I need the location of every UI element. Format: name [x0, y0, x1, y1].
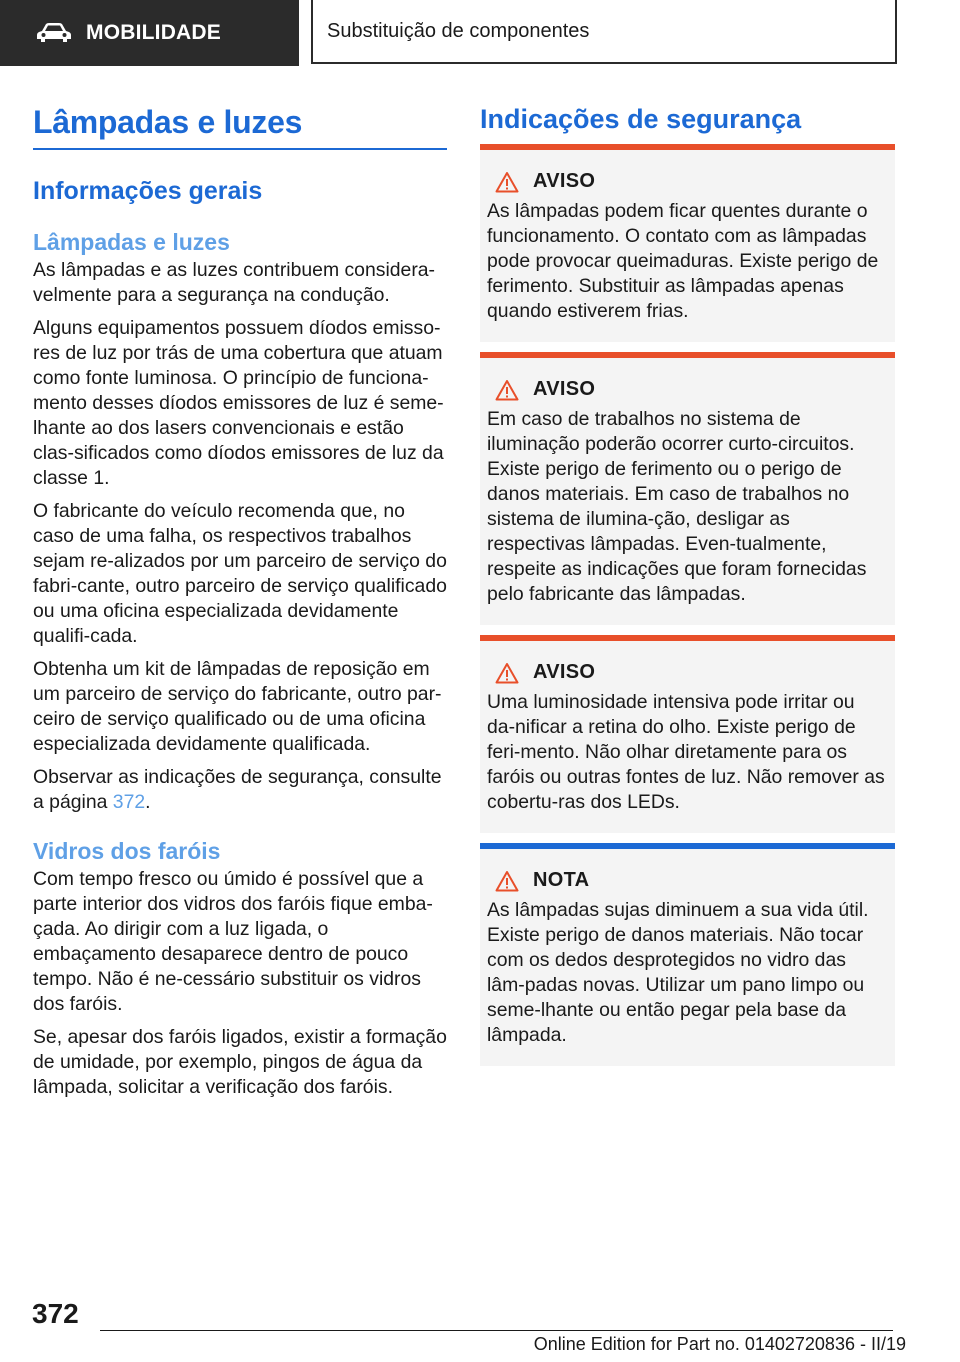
note-title: [495, 869, 887, 892]
section-heading-general: Informações gerais: [33, 177, 263, 205]
page-link-372[interactable]: 372: [112, 791, 146, 813]
paragraph-5-end: .: [145, 791, 151, 813]
warning-label: AVISO: [533, 170, 596, 192]
paragraph-2: Alguns equipamentos possuem díodos emisso-res de luz por trás de uma cobertura que atuam como fonte luminosa. O princípio de funciona-mento desses díodos emissores de luz é seme-lhante ao dos lasers convencionais e estão clas-sificados como díodos emissores de luz da classe 1.: [33, 317, 444, 489]
subheading-lamps: Lâmpadas e luzes: [33, 229, 230, 255]
warning-label: AVISO: [533, 661, 596, 683]
warning-text: Uma luminosidade intensiva pode irritar ou da-nificar a retina do olho. Existe perigo de feri-mento. Não olhar diretamente para os faróis ou outras fontes de luz. Não remover as cobertu-ras dos LEDs.: [487, 691, 885, 813]
paragraph-4: Obtenha um kit de lâmpadas de reposição em um parceiro de serviço do fabricante, outro par-ceiro de serviço qualificado ou de uma oficina especializada devidamente qualificada.: [33, 658, 442, 755]
warning-text: As lâmpadas podem ficar quentes durante o funcionamento. O contato com as lâmpadas pode provocar queimaduras. Existe perigo de ferimento. Substituir as lâmpadas apenas quando estiverem frias.: [487, 200, 879, 322]
paragraph-7: Se, apesar dos faróis ligados, existir a formação de umidade, por exemplo, pingos de água da lâmpada, solicitar a verificação dos faróis.: [33, 1026, 447, 1098]
warning-triangle-icon: [495, 379, 519, 401]
paragraph-6: Com tempo fresco ou úmido é possível que a parte interior dos vidros dos faróis fique emba-çada. Ao dirigir com a luz ligada, o embaçamento desaparece dentro de pouco tempo. Não é ne-cessário substituir os vidros dos faróis.: [33, 868, 433, 1015]
chapter-header: [311, 0, 897, 64]
footer-rule: [100, 1330, 893, 1331]
warning-triangle-icon: [495, 171, 519, 193]
left-column: [33, 100, 447, 1100]
note-box: [480, 843, 895, 1066]
warning-box-3: [480, 635, 895, 833]
warning-triangle-icon: [495, 662, 519, 684]
paragraph-5-text: Observar as indicações de segurança, consulte a página: [33, 766, 442, 813]
note-label: NOTA: [533, 869, 590, 891]
edition-note: Online Edition for Part no. 01402720836 - II/19: [533, 1334, 906, 1354]
safety-heading: Indicações de segurança: [480, 104, 802, 134]
warning-label: AVISO: [533, 378, 596, 400]
warning-box-2: [480, 352, 895, 625]
warning-box-1: [480, 144, 895, 342]
page-title: Lâmpadas e luzes: [33, 104, 303, 140]
paragraph-5: [33, 765, 447, 815]
warning-title: [495, 661, 887, 684]
paragraph-1: As lâmpadas e as luzes contribuem considera-velmente para a segurança na condução.: [33, 259, 436, 306]
title-rule: [33, 148, 447, 150]
right-column: [480, 100, 895, 1066]
subheading-headlight-glass: Vidros dos faróis: [33, 838, 221, 864]
page-number: 372: [32, 1298, 79, 1329]
section-label: MOBILIDADE: [86, 21, 221, 44]
section-tab: [0, 0, 299, 66]
warning-title: [495, 378, 887, 401]
car-icon: [36, 22, 72, 44]
warning-text: Em caso de trabalhos no sistema de iluminação poderão ocorrer curto-circuitos. Existe perigo de ferimento ou o perigo de danos materiais. Em caso de trabalhos no sistema de ilumina-ção, desligar as respectivas lâmpadas. Even-tualmente, respeite as indicações que foram fornecidas pelo fabricante das lâmpadas.: [487, 408, 867, 605]
note-text: As lâmpadas sujas diminuem a sua vida útil. Existe perigo de danos materiais. Não tocar com os dedos desprotegidos no vidro das lâm-padas novas. Utilizar um pano limpo ou seme-lhante ou então pegar pela base da lâmpada.: [487, 899, 869, 1046]
paragraph-3: O fabricante do veículo recomenda que, no caso de uma falha, os respectivos trabalhos sejam re-alizados por um parceiro de serviço do fabri-cante, outro parceiro de serviço qualificado ou uma oficina especializada devidamente qualifi-cada.: [33, 500, 447, 647]
warning-triangle-icon: [495, 870, 519, 892]
warning-title: [495, 170, 887, 193]
chapter-label: Substituição de componentes: [327, 19, 590, 42]
